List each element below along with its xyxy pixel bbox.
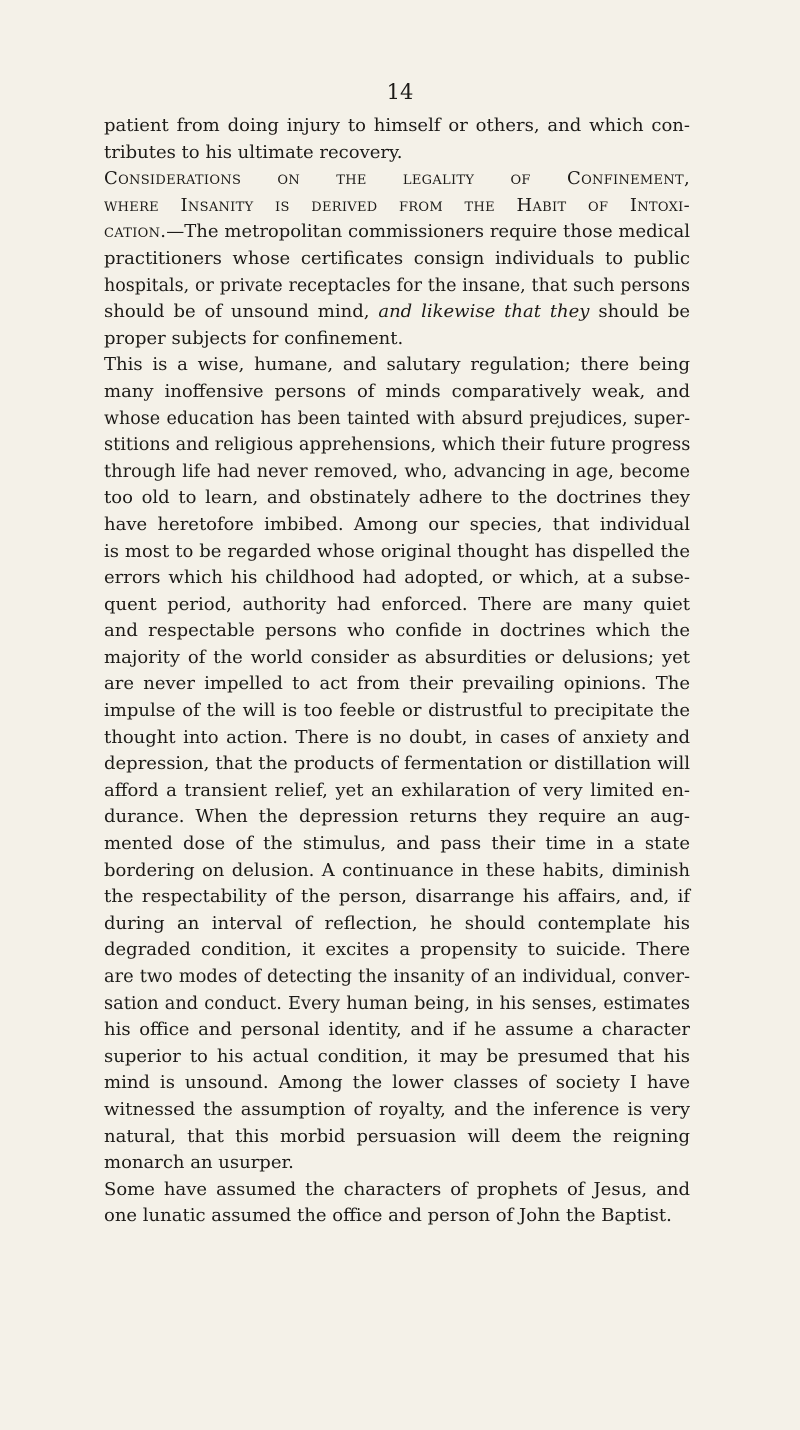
text-line [104, 671, 690, 698]
line-text: his office and personal identity, and if he assume a character [104, 1019, 690, 1041]
line-text: have heretofore imbibed. Among our species, that individual [104, 513, 690, 535]
text-line [104, 219, 690, 246]
text-line [104, 858, 690, 885]
section-heading: where Insanity is derived from the Habit of Intoxi- [104, 194, 690, 216]
text-line [104, 831, 690, 858]
text-line [104, 884, 690, 911]
line-text: —The metropolitan commissioners require those medical [166, 221, 690, 243]
text-line [104, 592, 690, 619]
text-line [104, 512, 690, 539]
line-text: monarch an usurper. [104, 1152, 294, 1174]
text-line [104, 326, 690, 353]
text-line [104, 1124, 690, 1151]
line-text: through life had never removed, who, advancing in age, become [104, 461, 690, 482]
line-text: majority of the world consider as absurdities or delusions; yet [104, 646, 690, 668]
line-text: should be [589, 301, 691, 323]
text-line [104, 166, 690, 193]
line-text: is most to be regarded whose original thought has dispelled the [104, 540, 690, 562]
line-text: one lunatic assumed the office and person of John the Baptist. [104, 1205, 672, 1227]
text-line [104, 911, 690, 938]
section-heading: cation. [104, 221, 167, 243]
line-text: impulse of the will is too feeble or distrustful to precipitate the [104, 700, 690, 722]
line-text: practitioners whose certificates consign individuals to public [104, 247, 690, 269]
text-line [104, 645, 690, 672]
text-line [104, 1177, 690, 1204]
text-line [104, 804, 690, 831]
text-line [104, 698, 690, 725]
line-text: are two modes of detecting the insanity of an individual, conver- [104, 967, 690, 987]
text-line [104, 299, 690, 326]
text-line [104, 991, 690, 1018]
line-text: witnessed the assumption of royalty, and the inference is very [104, 1098, 690, 1120]
page-number: 14 [386, 80, 414, 104]
line-text: mind is unsound. Among the lower classes of society I have [104, 1072, 690, 1094]
text-line [104, 140, 690, 167]
section-heading: Considerations on the legality of Confinement, [104, 168, 690, 190]
text-line [104, 459, 690, 486]
text-line [104, 964, 690, 991]
line-text: Some have assumed the characters of prophets of Jesus, and [104, 1178, 690, 1200]
line-text: thought into action. There is no doubt, in cases of anxiety and [104, 726, 690, 748]
text-line [104, 273, 690, 300]
text-line [104, 485, 690, 512]
line-text: quent period, authority had enforced. There are many quiet [104, 593, 690, 615]
text-line [104, 937, 690, 964]
text-line [104, 406, 690, 433]
text-line [104, 1017, 690, 1044]
line-text: during an interval of reflection, he should contemplate his [104, 912, 690, 934]
text-line [104, 432, 690, 459]
line-text: and respectable persons who confide in doctrines which the [104, 620, 690, 642]
text-line [104, 246, 690, 273]
line-text: patient from doing injury to himself or others, and which con- [104, 115, 690, 136]
line-text: hospitals, or private receptacles for the insane, that such persons [104, 275, 690, 296]
text-line [104, 778, 690, 805]
line-text: errors which his childhood had adopted, or which, at a subse- [104, 567, 690, 589]
line-text: durance. When the depression returns they require an aug- [104, 806, 690, 828]
line-text: the respectability of the person, disarrange his affairs, and, if [104, 886, 690, 908]
body-text [104, 113, 690, 1230]
text-line [104, 1150, 690, 1177]
line-text: degraded condition, it excites a propensity to suicide. There [104, 939, 690, 961]
text-line [104, 1097, 690, 1124]
line-text: many inoffensive persons of minds comparatively weak, and [104, 380, 690, 402]
text-line [104, 1203, 690, 1230]
line-text: natural, that this morbid persuasion will deem the reigning [104, 1125, 690, 1147]
line-text: proper subjects for confinement. [104, 327, 404, 349]
line-text: sation and conduct. Every human being, in his senses, estimates [104, 993, 690, 1014]
italic-text: and likewise that they [378, 301, 590, 323]
line-text: depression, that the products of fermentation or distillation will [104, 753, 690, 775]
text-line [104, 1044, 690, 1071]
text-line [104, 725, 690, 752]
text-line [104, 379, 690, 406]
line-text: tributes to his ultimate recovery. [104, 141, 403, 163]
text-line [104, 618, 690, 645]
line-text: too old to learn, and obstinately adhere to the doctrines they [104, 487, 690, 509]
text-line [104, 1070, 690, 1097]
line-text: afford a transient relief, yet an exhilaration of very limited en- [104, 779, 690, 801]
line-text: mented dose of the stimulus, and pass their time in a state [104, 833, 690, 855]
line-text: should be of unsound mind, [104, 301, 379, 323]
text-line [104, 539, 690, 566]
text-line [104, 193, 690, 220]
line-text: whose education has been tainted with absurd prejudices, super- [104, 408, 690, 429]
line-text: bordering on delusion. A continuance in these habits, diminish [104, 859, 690, 881]
text-line [104, 751, 690, 778]
text-line [104, 565, 690, 592]
line-text: superior to his actual condition, it may be presumed that his [104, 1045, 690, 1067]
line-text: are never impelled to act from their prevailing opinions. The [104, 673, 690, 695]
text-line [104, 113, 690, 140]
line-text: This is a wise, humane, and salutary regulation; there being [104, 354, 690, 376]
line-text: stitions and religious apprehensions, which their future progress [104, 435, 691, 456]
text-line [104, 352, 690, 379]
